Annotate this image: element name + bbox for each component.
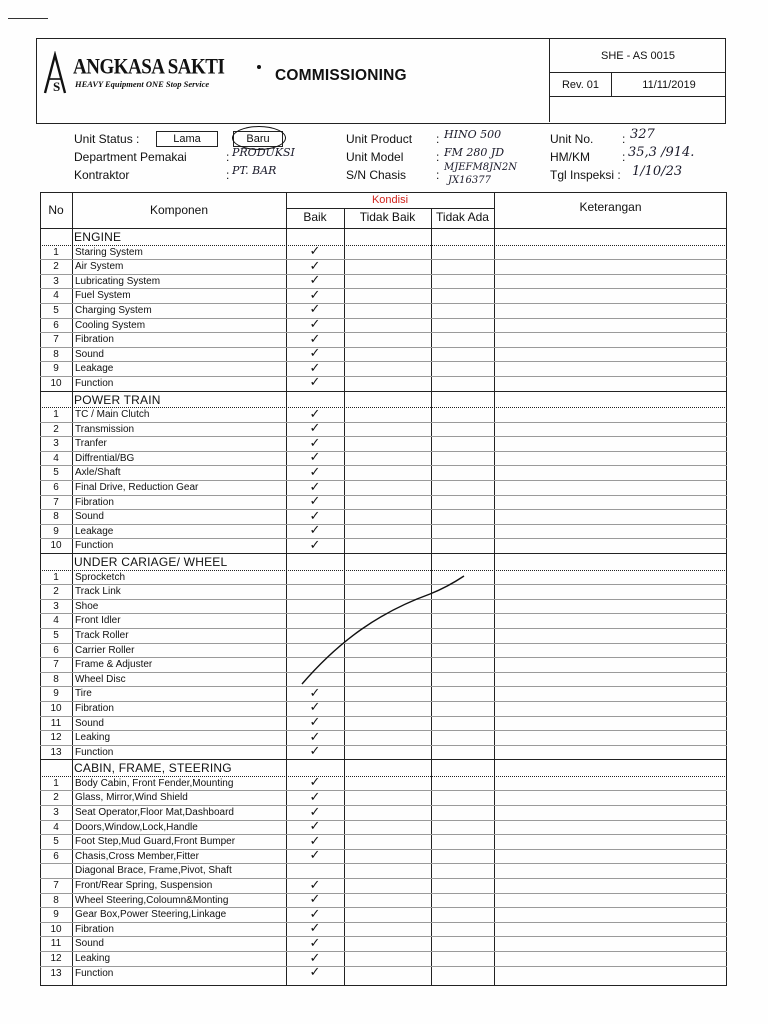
document-code: SHE - AS 0015 (550, 39, 726, 73)
row-component-label: Carrier Roller (75, 644, 135, 656)
header-no: No (48, 203, 64, 217)
row-number: 9 (53, 525, 59, 537)
row-component-label: Staring System (75, 246, 143, 258)
row-number: 5 (53, 467, 59, 479)
row-component-label: Final Drive, Reduction Gear (75, 482, 199, 493)
row-component-label: Leakage (75, 363, 114, 375)
row-number: 10 (50, 540, 62, 552)
hm-km-label: HM/KM (550, 150, 590, 164)
row-component-label: Leaking (75, 732, 111, 744)
check-mark-icon[interactable]: ✓ (309, 935, 321, 951)
department-label: Department Pemakai (74, 150, 187, 164)
check-mark-icon[interactable]: ✓ (309, 287, 321, 303)
check-mark-icon[interactable]: ✓ (309, 360, 321, 376)
row-component-label: Leaking (75, 953, 111, 964)
row-number: 5 (53, 836, 59, 848)
row-component-label: Function (75, 377, 114, 389)
check-mark-icon[interactable]: ✓ (309, 965, 321, 981)
row-number: 1 (53, 409, 59, 420)
row-number: 4 (53, 290, 59, 302)
row-component-label: Front Idler (75, 615, 121, 627)
row-number: 8 (53, 673, 59, 685)
row-number: 10 (50, 377, 62, 389)
row-number: 6 (53, 482, 59, 493)
row-number: 3 (53, 438, 59, 450)
check-mark-icon[interactable]: ✓ (309, 421, 321, 437)
row-component-label: Body Cabin, Front Fender,Mounting (75, 777, 234, 789)
row-number: 13 (50, 967, 62, 979)
row-component-label: Tranfer (75, 438, 107, 450)
row-number: 8 (53, 894, 59, 906)
header-keterangan: Keterangan (579, 200, 642, 214)
row-component-label: TC / Main Clutch (75, 409, 150, 420)
row-component-label: Fuel System (75, 290, 131, 302)
status-option-baru[interactable]: Baru (233, 131, 283, 147)
row-component-label: Fibration (75, 702, 114, 714)
row-component-label: Foot Step,Mud Guard,Front Bumper (75, 836, 236, 848)
check-mark-icon[interactable]: ✓ (309, 950, 321, 966)
contractor-label: Kontraktor (74, 168, 130, 182)
check-mark-icon[interactable]: ✓ (309, 450, 321, 466)
row-number: 12 (50, 732, 62, 744)
revision-number: Rev. 01 (550, 73, 612, 97)
row-number: 12 (50, 953, 62, 964)
row-number: 5 (53, 304, 59, 316)
unit-model-colon: : (436, 150, 440, 164)
row-number: 11 (50, 938, 62, 950)
row-number: 11 (50, 717, 62, 729)
check-mark-icon[interactable]: ✓ (309, 715, 321, 730)
row-component-label: Leakage (75, 525, 114, 537)
row-number: 4 (53, 615, 59, 627)
check-mark-icon[interactable]: ✓ (309, 317, 321, 332)
unit-status-label: Unit Status : (74, 132, 140, 146)
row-component-label: Front/Rear Spring, Suspension (75, 880, 213, 891)
row-number: 2 (53, 792, 59, 804)
section-title: ENGINE (74, 230, 122, 244)
row-component-label: Lubricating System (75, 275, 161, 287)
row-component-label: Tire (75, 688, 92, 700)
row-component-label: Wheel Steering,Coloumn&Monting (75, 894, 229, 906)
row-component-label: Sprocketch (75, 571, 126, 583)
check-mark-icon[interactable]: ✓ (309, 729, 321, 745)
check-mark-icon[interactable]: ✓ (309, 906, 321, 922)
check-mark-icon[interactable]: ✓ (309, 375, 321, 391)
check-mark-icon[interactable]: ✓ (309, 700, 321, 716)
row-component-label: Charging System (75, 304, 152, 316)
company-tagline: HEAVY Equipment ONE Stop Service (75, 79, 210, 89)
row-component-label: Diffrential/BG (75, 452, 135, 464)
row-number: 2 (53, 423, 59, 435)
check-mark-icon[interactable]: ✓ (309, 273, 321, 289)
check-mark-icon[interactable]: ✓ (309, 685, 321, 701)
hm-km-value[interactable]: 35,3 /914. (628, 145, 695, 160)
check-mark-icon[interactable]: ✓ (309, 494, 321, 510)
department-colon: : (226, 150, 230, 164)
row-number: 2 (53, 586, 59, 598)
inspection-date-label: Tgl Inspeksi : (550, 168, 621, 182)
check-mark-icon[interactable]: ✓ (309, 877, 321, 893)
row-number: 6 (53, 644, 59, 656)
row-component-label: Glass, Mirror,Wind Shield (75, 792, 188, 804)
row-component-label: Sound (75, 717, 104, 729)
row-number: 8 (53, 511, 59, 523)
check-mark-icon[interactable]: ✓ (309, 848, 321, 864)
row-component-label: Wheel Disc (75, 673, 126, 685)
row-number: 3 (53, 600, 59, 612)
check-mark-icon[interactable]: ✓ (309, 508, 321, 524)
row-component-label: Sound (75, 511, 104, 523)
check-mark-icon[interactable]: ✓ (309, 523, 321, 539)
row-number: 7 (53, 880, 59, 891)
revision-date: 11/11/2019 (612, 73, 726, 97)
check-mark-icon[interactable]: ✓ (309, 464, 321, 480)
row-component-label: Frame & Adjuster (75, 659, 153, 671)
row-number: 3 (53, 275, 59, 287)
row-number: 9 (53, 363, 59, 375)
row-component-label: Air System (75, 261, 124, 273)
hm-km-colon: : (622, 150, 626, 164)
check-mark-icon[interactable]: ✓ (309, 921, 321, 937)
contractor-colon: : (226, 168, 230, 182)
row-number: 9 (53, 909, 59, 921)
check-mark-icon[interactable]: ✓ (309, 244, 321, 259)
row-component-label: Function (75, 540, 114, 552)
unit-model-label: Unit Model (346, 150, 404, 164)
row-number: 1 (53, 246, 59, 258)
row-number: 7 (53, 496, 59, 508)
header-baik: Baik (303, 210, 327, 224)
row-number: 10 (50, 702, 62, 714)
document-title: COMMISSIONING (275, 67, 407, 84)
check-mark-icon[interactable]: ✓ (309, 331, 321, 347)
unit-product-colon: : (436, 132, 440, 146)
header-kondisi: Kondisi (371, 194, 409, 206)
row-number: 8 (53, 348, 59, 360)
row-component-label: Function (75, 746, 114, 758)
check-mark-icon[interactable]: ✓ (309, 892, 321, 908)
check-mark-icon[interactable]: ✓ (309, 804, 321, 820)
section-title: CABIN, FRAME, STEERING (74, 761, 232, 776)
row-component-label: Gear Box,Power Steering,Linkage (75, 909, 227, 921)
department-value[interactable]: PRODUKSI (232, 146, 295, 159)
check-mark-icon[interactable]: ✓ (309, 833, 321, 849)
row-component-label: Track Link (75, 586, 121, 598)
row-component-label: Diagonal Brace, Frame,Pivot, Shaft (75, 865, 232, 877)
row-number: 6 (53, 319, 59, 331)
sn-chassis-label: S/N Chasis (346, 168, 407, 182)
row-component-label: Seat Operator,Floor Mat,Dashboard (75, 807, 234, 818)
sn-chassis-value-line2[interactable]: JX16377 (448, 175, 491, 186)
sn-chassis-value-line1[interactable]: MJEFM8JN2N (444, 162, 517, 173)
check-mark-icon[interactable]: ✓ (309, 744, 321, 760)
contractor-value[interactable]: PT. BAR (232, 164, 277, 177)
row-number: 2 (53, 261, 59, 273)
row-number: 13 (50, 746, 62, 758)
row-component-label: Fibration (75, 334, 114, 346)
check-mark-icon[interactable]: ✓ (309, 819, 321, 835)
section-title: UNDER CARIAGE/ WHEEL (74, 555, 228, 569)
svg-text:S: S (53, 79, 61, 94)
section-title: POWER TRAIN (74, 392, 161, 407)
header-komponen: Komponen (149, 203, 209, 217)
inspection-date-value[interactable]: 1/10/23 (632, 164, 683, 179)
row-number: 3 (53, 807, 59, 818)
unit-no-label: Unit No. (550, 132, 594, 146)
unit-product-label: Unit Product (346, 132, 413, 146)
check-mark-icon[interactable]: ✓ (309, 435, 321, 451)
row-component-label: Function (75, 967, 114, 979)
row-number: 1 (53, 571, 59, 583)
row-number: 7 (53, 334, 59, 346)
header-tidak-ada: Tidak Ada (436, 210, 489, 224)
header-tidak-baik: Tidak Baik (359, 210, 416, 224)
check-mark-icon[interactable]: ✓ (309, 258, 321, 274)
check-mark-icon[interactable]: ✓ (309, 479, 321, 495)
check-mark-icon[interactable]: ✓ (309, 302, 321, 318)
row-number: 4 (53, 821, 59, 833)
row-component-label: Sound (75, 938, 104, 950)
row-component-label: Transmission (75, 423, 135, 435)
check-mark-icon[interactable]: ✓ (309, 789, 321, 805)
row-component-label: Chasis,Cross Member,Fitter (75, 850, 199, 862)
sn-chassis-colon: : (436, 168, 440, 182)
row-component-label: Fibration (75, 496, 114, 508)
unit-no-colon: : (622, 132, 626, 146)
row-component-label: Sound (75, 348, 104, 360)
check-mark-icon[interactable]: ✓ (309, 775, 321, 791)
check-mark-icon[interactable]: ✓ (309, 346, 321, 362)
company-name: ANGKASA SAKTI (73, 55, 225, 80)
row-component-label: Track Roller (75, 629, 129, 641)
row-number: 7 (53, 659, 59, 671)
check-mark-icon[interactable]: ✓ (309, 537, 321, 553)
row-component-label: Fibration (75, 923, 114, 935)
row-component-label: Cooling System (75, 319, 146, 331)
row-number: 1 (53, 777, 59, 789)
check-mark-icon[interactable]: ✓ (309, 406, 321, 422)
row-number: 9 (53, 688, 59, 700)
row-number: 10 (50, 923, 62, 935)
row-number: 5 (53, 629, 59, 641)
row-component-label: Shoe (75, 600, 99, 612)
unit-no-value[interactable]: 327 (630, 127, 655, 142)
row-number: 4 (53, 452, 59, 464)
row-component-label: Axle/Shaft (75, 467, 121, 479)
row-component-label: Doors,Window,Lock,Handle (75, 821, 198, 833)
row-number: 6 (53, 850, 59, 862)
unit-model-value[interactable]: FM 280 JD (444, 146, 505, 159)
status-option-lama[interactable]: Lama (156, 131, 218, 147)
unit-product-value[interactable]: HINO 500 (444, 128, 502, 141)
